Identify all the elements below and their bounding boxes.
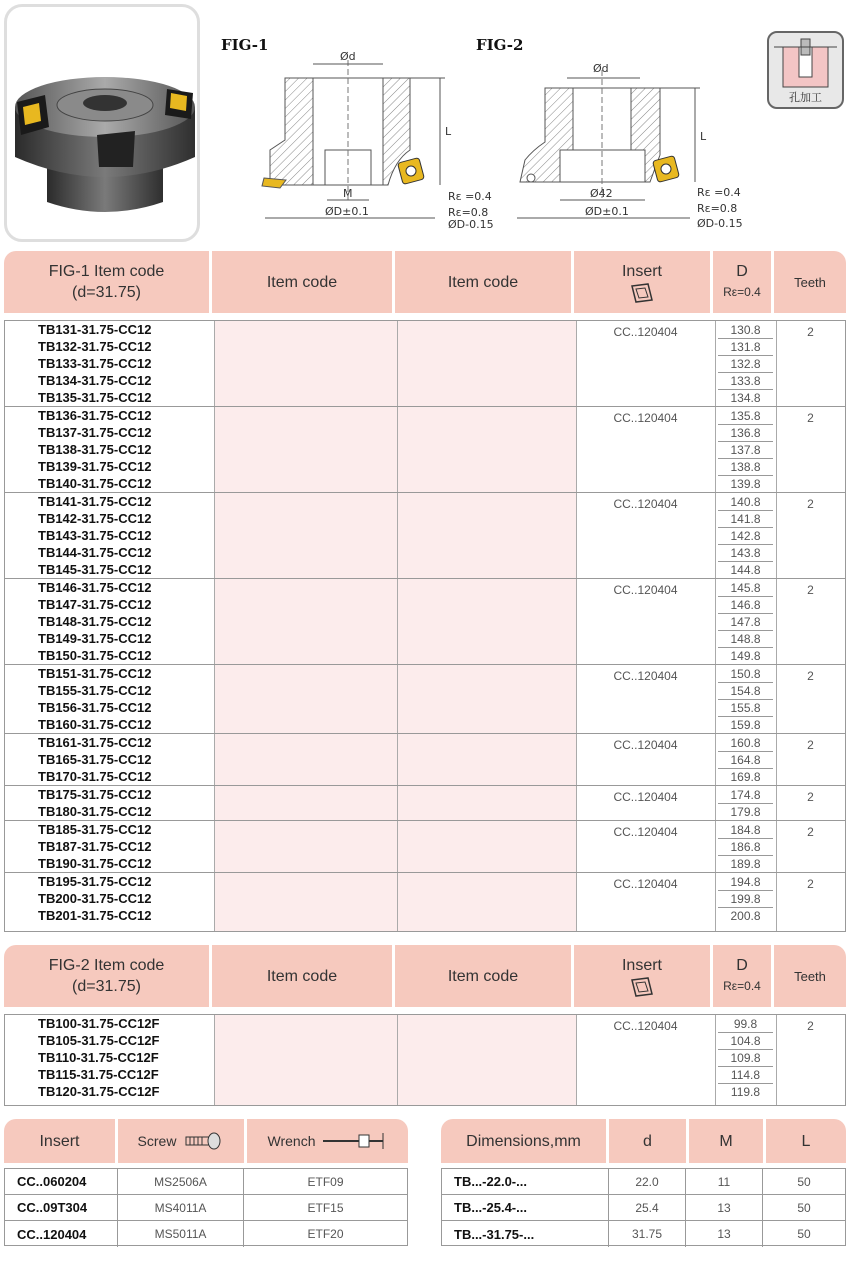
diameter-value: 130.8 (718, 322, 773, 339)
th2-d (713, 945, 771, 1007)
item-code: TB147-31.75-CC12 (38, 597, 152, 612)
item-code: TB148-31.75-CC12 (38, 614, 152, 629)
diameter-value: 141.8 (718, 511, 773, 528)
th-d-sub: Rε=0.4 (723, 285, 761, 299)
diameter-value: 99.8 (718, 1016, 773, 1033)
item-code: TB151-31.75-CC12 (38, 666, 152, 681)
fig1-re08: Rε=0.8 (448, 206, 489, 219)
item-code: TB105-31.75-CC12F (38, 1033, 160, 1048)
diameter-value: 131.8 (718, 339, 773, 356)
teeth-count: 2 (807, 497, 814, 511)
parts-header (4, 1119, 408, 1163)
th2-insert (574, 945, 710, 1007)
item-code: TB120-31.75-CC12F (38, 1084, 160, 1099)
dims-code: TB...-31.75-... (442, 1221, 609, 1247)
insert-code: CC..120404 (613, 877, 678, 891)
fig1-m-label: M (343, 187, 353, 200)
insert-code: CC..120404 (613, 790, 678, 804)
diameter-value: 143.8 (718, 545, 773, 562)
dims-header (441, 1119, 846, 1163)
parts-wrench: ETF09 (307, 1174, 344, 1189)
table-group (5, 1015, 845, 1101)
diameter-value: 133.8 (718, 373, 773, 390)
parts-row (5, 1221, 407, 1247)
diameter-value: 134.8 (730, 391, 761, 405)
th2-insert-label: Insert (621, 956, 662, 974)
fig2-L-label: L (700, 130, 707, 143)
item-code: TB132-31.75-CC12 (38, 339, 152, 354)
item-code: TB133-31.75-CC12 (38, 356, 152, 371)
item-code: TB180-31.75-CC12 (38, 804, 152, 819)
insert-code: CC..120404 (613, 738, 678, 752)
item-code: TB201-31.75-CC12 (38, 908, 152, 923)
insert-code: CC..120404 (613, 825, 678, 839)
diameter-value: 145.8 (718, 580, 773, 597)
fig1-re04: Rε =0.4 (448, 190, 492, 203)
parts-insert: CC..09T304 (5, 1195, 118, 1220)
table-group (5, 407, 845, 493)
diameter-value: 139.8 (730, 477, 761, 491)
item-code: TB175-31.75-CC12 (38, 787, 152, 802)
teeth-count: 2 (807, 825, 814, 839)
diameter-value: 174.8 (718, 787, 773, 804)
item-code: TB138-31.75-CC12 (38, 442, 152, 457)
table-group (5, 579, 845, 665)
teeth-count: 2 (807, 411, 814, 425)
fig2-42-label: Ø42 (590, 187, 613, 200)
item-code: TB146-31.75-CC12 (38, 580, 152, 595)
insert-icon (629, 282, 655, 304)
th2-d-label: D (736, 957, 748, 974)
th-item-code-3: Item code (395, 251, 571, 313)
item-code: TB142-31.75-CC12 (38, 511, 152, 526)
diameter-value: 136.8 (718, 425, 773, 442)
fig1-D-label: ØD±0.1 (325, 205, 369, 218)
item-code: TB143-31.75-CC12 (38, 528, 152, 543)
th2-item-code-fig2 (4, 945, 209, 1007)
fig1-L-label: L (445, 125, 452, 138)
diameter-value: 194.8 (718, 874, 773, 891)
table-group (5, 665, 845, 734)
table1-header (4, 251, 846, 313)
th-item-code-sub: (d=31.75) (72, 284, 141, 301)
teeth-count: 2 (807, 877, 814, 891)
item-code: TB131-31.75-CC12 (38, 322, 152, 337)
dims-l: 50 (797, 1200, 811, 1215)
parts-body (4, 1168, 408, 1246)
dims-th-dimensions: Dimensions,mm (441, 1119, 606, 1163)
screw-icon (184, 1131, 224, 1151)
item-code: TB195-31.75-CC12 (38, 874, 152, 889)
fig1-d-label: Ød (340, 50, 356, 63)
parts-wrench: ETF20 (307, 1227, 344, 1241)
th2-teeth: Teeth (774, 945, 846, 1007)
dims-th-l: L (766, 1119, 846, 1163)
dims-code: TB...-22.0-... (442, 1169, 609, 1194)
diameter-value: 144.8 (730, 563, 761, 577)
face-mill-image (7, 7, 197, 239)
teeth-count: 2 (807, 325, 814, 339)
item-code: TB145-31.75-CC12 (38, 562, 152, 577)
item-code: TB155-31.75-CC12 (38, 683, 152, 698)
diameter-value: 142.8 (718, 528, 773, 545)
fig2-d-label: Ød (593, 62, 609, 75)
diameter-value: 148.8 (718, 631, 773, 648)
hole-machining-icon (769, 33, 842, 93)
item-code: TB160-31.75-CC12 (38, 717, 152, 732)
diameter-value: 184.8 (718, 822, 773, 839)
insert-code: CC..120404 (613, 497, 678, 511)
diameter-value: 137.8 (718, 442, 773, 459)
item-code: TB136-31.75-CC12 (38, 408, 152, 423)
item-code: TB141-31.75-CC12 (38, 494, 152, 509)
item-code: TB156-31.75-CC12 (38, 700, 152, 715)
item-code: TB137-31.75-CC12 (38, 425, 152, 440)
dims-th-m: M (689, 1119, 763, 1163)
diameter-value: 179.8 (730, 805, 761, 819)
diameter-value: 160.8 (718, 735, 773, 752)
table-group (5, 493, 845, 579)
th-d (713, 251, 771, 313)
fig1-dminus: ØD-0.15 (448, 218, 494, 231)
insert-icon (629, 976, 655, 998)
dims-row (442, 1169, 845, 1195)
insert-code: CC..120404 (613, 583, 678, 597)
diameter-value: 104.8 (718, 1033, 773, 1050)
dims-th-d: d (609, 1119, 686, 1163)
item-code: TB190-31.75-CC12 (38, 856, 152, 871)
diameter-value: 132.8 (718, 356, 773, 373)
th-item-code-2: Item code (212, 251, 392, 313)
item-code: TB187-31.75-CC12 (38, 839, 152, 854)
diameter-value: 114.8 (718, 1067, 773, 1084)
th-insert (574, 251, 710, 313)
table-group (5, 321, 845, 407)
diameter-value: 169.8 (730, 770, 761, 784)
item-code: TB115-31.75-CC12F (38, 1067, 159, 1082)
diameter-value: 138.8 (718, 459, 773, 476)
teeth-count: 2 (807, 738, 814, 752)
th2-item-code-2: Item code (212, 945, 392, 1007)
th2-d-sub: Rε=0.4 (723, 979, 761, 993)
parts-row (5, 1169, 407, 1195)
fig2-dminus: ØD-0.15 (697, 217, 743, 230)
diameter-value: 146.8 (718, 597, 773, 614)
insert-code: CC..120404 (613, 669, 678, 683)
dims-m: 13 (686, 1195, 763, 1220)
parts-screw: MS5011A (118, 1221, 244, 1247)
dims-m: 13 (686, 1221, 763, 1247)
parts-th-wrench (247, 1119, 408, 1163)
item-code: TB150-31.75-CC12 (38, 648, 152, 663)
hole-machining-badge (767, 31, 844, 109)
parts-wrench: ETF15 (307, 1200, 344, 1215)
dims-m: 11 (686, 1169, 763, 1194)
diameter-value: 189.8 (730, 857, 761, 871)
item-code: TB170-31.75-CC12 (38, 769, 152, 784)
th-d-label: D (736, 263, 748, 280)
parts-screw: MS2506A (118, 1169, 244, 1194)
dims-d: 31.75 (609, 1221, 686, 1247)
th2-item-code-sub: (d=31.75) (72, 978, 141, 995)
insert-code: CC..120404 (613, 411, 678, 425)
badge-label: 孔加工 (789, 91, 822, 104)
table-group (5, 734, 845, 786)
table2-body (4, 1014, 846, 1106)
parts-insert: CC..120404 (5, 1221, 118, 1247)
diameter-value: 200.8 (730, 909, 761, 923)
diameter-value: 135.8 (718, 408, 773, 425)
table-group (5, 786, 845, 821)
dims-row (442, 1195, 845, 1221)
diameter-value: 149.8 (730, 649, 761, 663)
parts-th-screw (118, 1119, 244, 1163)
teeth-count: 2 (807, 583, 814, 597)
diameter-value: 150.8 (718, 666, 773, 683)
item-code: TB100-31.75-CC12F (38, 1016, 160, 1031)
item-code: TB165-31.75-CC12 (38, 752, 152, 767)
diameter-value: 199.8 (718, 891, 773, 908)
item-code: TB161-31.75-CC12 (38, 735, 152, 750)
teeth-count: 2 (807, 790, 814, 804)
th2-item-code-title: FIG-2 Item code (48, 957, 165, 974)
fig2-drawing (505, 50, 765, 235)
table2-header (4, 945, 846, 1007)
item-code: TB144-31.75-CC12 (38, 545, 152, 560)
fig2-re04: Rε =0.4 (697, 186, 741, 199)
dims-row (442, 1221, 845, 1247)
table-group (5, 821, 845, 873)
fig2-label: FIG-2 (476, 36, 524, 54)
fig2-re08: Rε=0.8 (697, 202, 738, 215)
insert-code: CC..120404 (613, 1019, 678, 1033)
teeth-count: 2 (807, 669, 814, 683)
diameter-value: 186.8 (718, 839, 773, 856)
item-code: TB149-31.75-CC12 (38, 631, 152, 646)
dims-code: TB...-25.4-... (442, 1195, 609, 1220)
parts-th-screw-label: Screw (137, 1132, 177, 1149)
item-code: TB134-31.75-CC12 (38, 373, 152, 388)
diameter-value: 119.8 (730, 1085, 761, 1099)
dims-l: 50 (797, 1174, 811, 1189)
th-item-code-fig1 (4, 251, 209, 313)
table-group (5, 873, 845, 925)
item-code: TB140-31.75-CC12 (38, 476, 152, 491)
item-code: TB135-31.75-CC12 (38, 390, 152, 405)
item-code: TB200-31.75-CC12 (38, 891, 152, 906)
item-code: TB110-31.75-CC12F (38, 1050, 159, 1065)
insert-code: CC..120404 (613, 325, 678, 339)
fig2-D-label: ØD±0.1 (585, 205, 629, 218)
item-code: TB139-31.75-CC12 (38, 459, 152, 474)
th-teeth: Teeth (774, 251, 846, 313)
wrench-icon (321, 1131, 387, 1151)
parts-th-wrench-label: Wrench (267, 1132, 316, 1149)
th2-item-code-3: Item code (395, 945, 571, 1007)
dims-l: 50 (797, 1227, 811, 1241)
parts-screw: MS4011A (118, 1195, 244, 1220)
fig1-label: FIG-1 (221, 36, 269, 54)
diameter-value: 147.8 (718, 614, 773, 631)
th-item-code-title: FIG-1 Item code (48, 263, 165, 280)
diameter-value: 140.8 (718, 494, 773, 511)
parts-insert: CC..060204 (5, 1169, 118, 1194)
diameter-value: 159.8 (730, 718, 761, 732)
diameter-value: 155.8 (718, 700, 773, 717)
fig1-drawing (250, 50, 510, 235)
parts-row (5, 1195, 407, 1221)
dims-d: 25.4 (609, 1195, 686, 1220)
teeth-count: 2 (807, 1019, 814, 1033)
product-photo (4, 4, 200, 242)
table1-body (4, 320, 846, 932)
dims-body (441, 1168, 846, 1246)
th-insert-label: Insert (621, 262, 662, 280)
diameter-value: 109.8 (718, 1050, 773, 1067)
diameter-value: 164.8 (718, 752, 773, 769)
parts-th-insert: Insert (4, 1119, 115, 1163)
dims-d: 22.0 (609, 1169, 686, 1194)
diameter-value: 154.8 (718, 683, 773, 700)
item-code: TB185-31.75-CC12 (38, 822, 152, 837)
